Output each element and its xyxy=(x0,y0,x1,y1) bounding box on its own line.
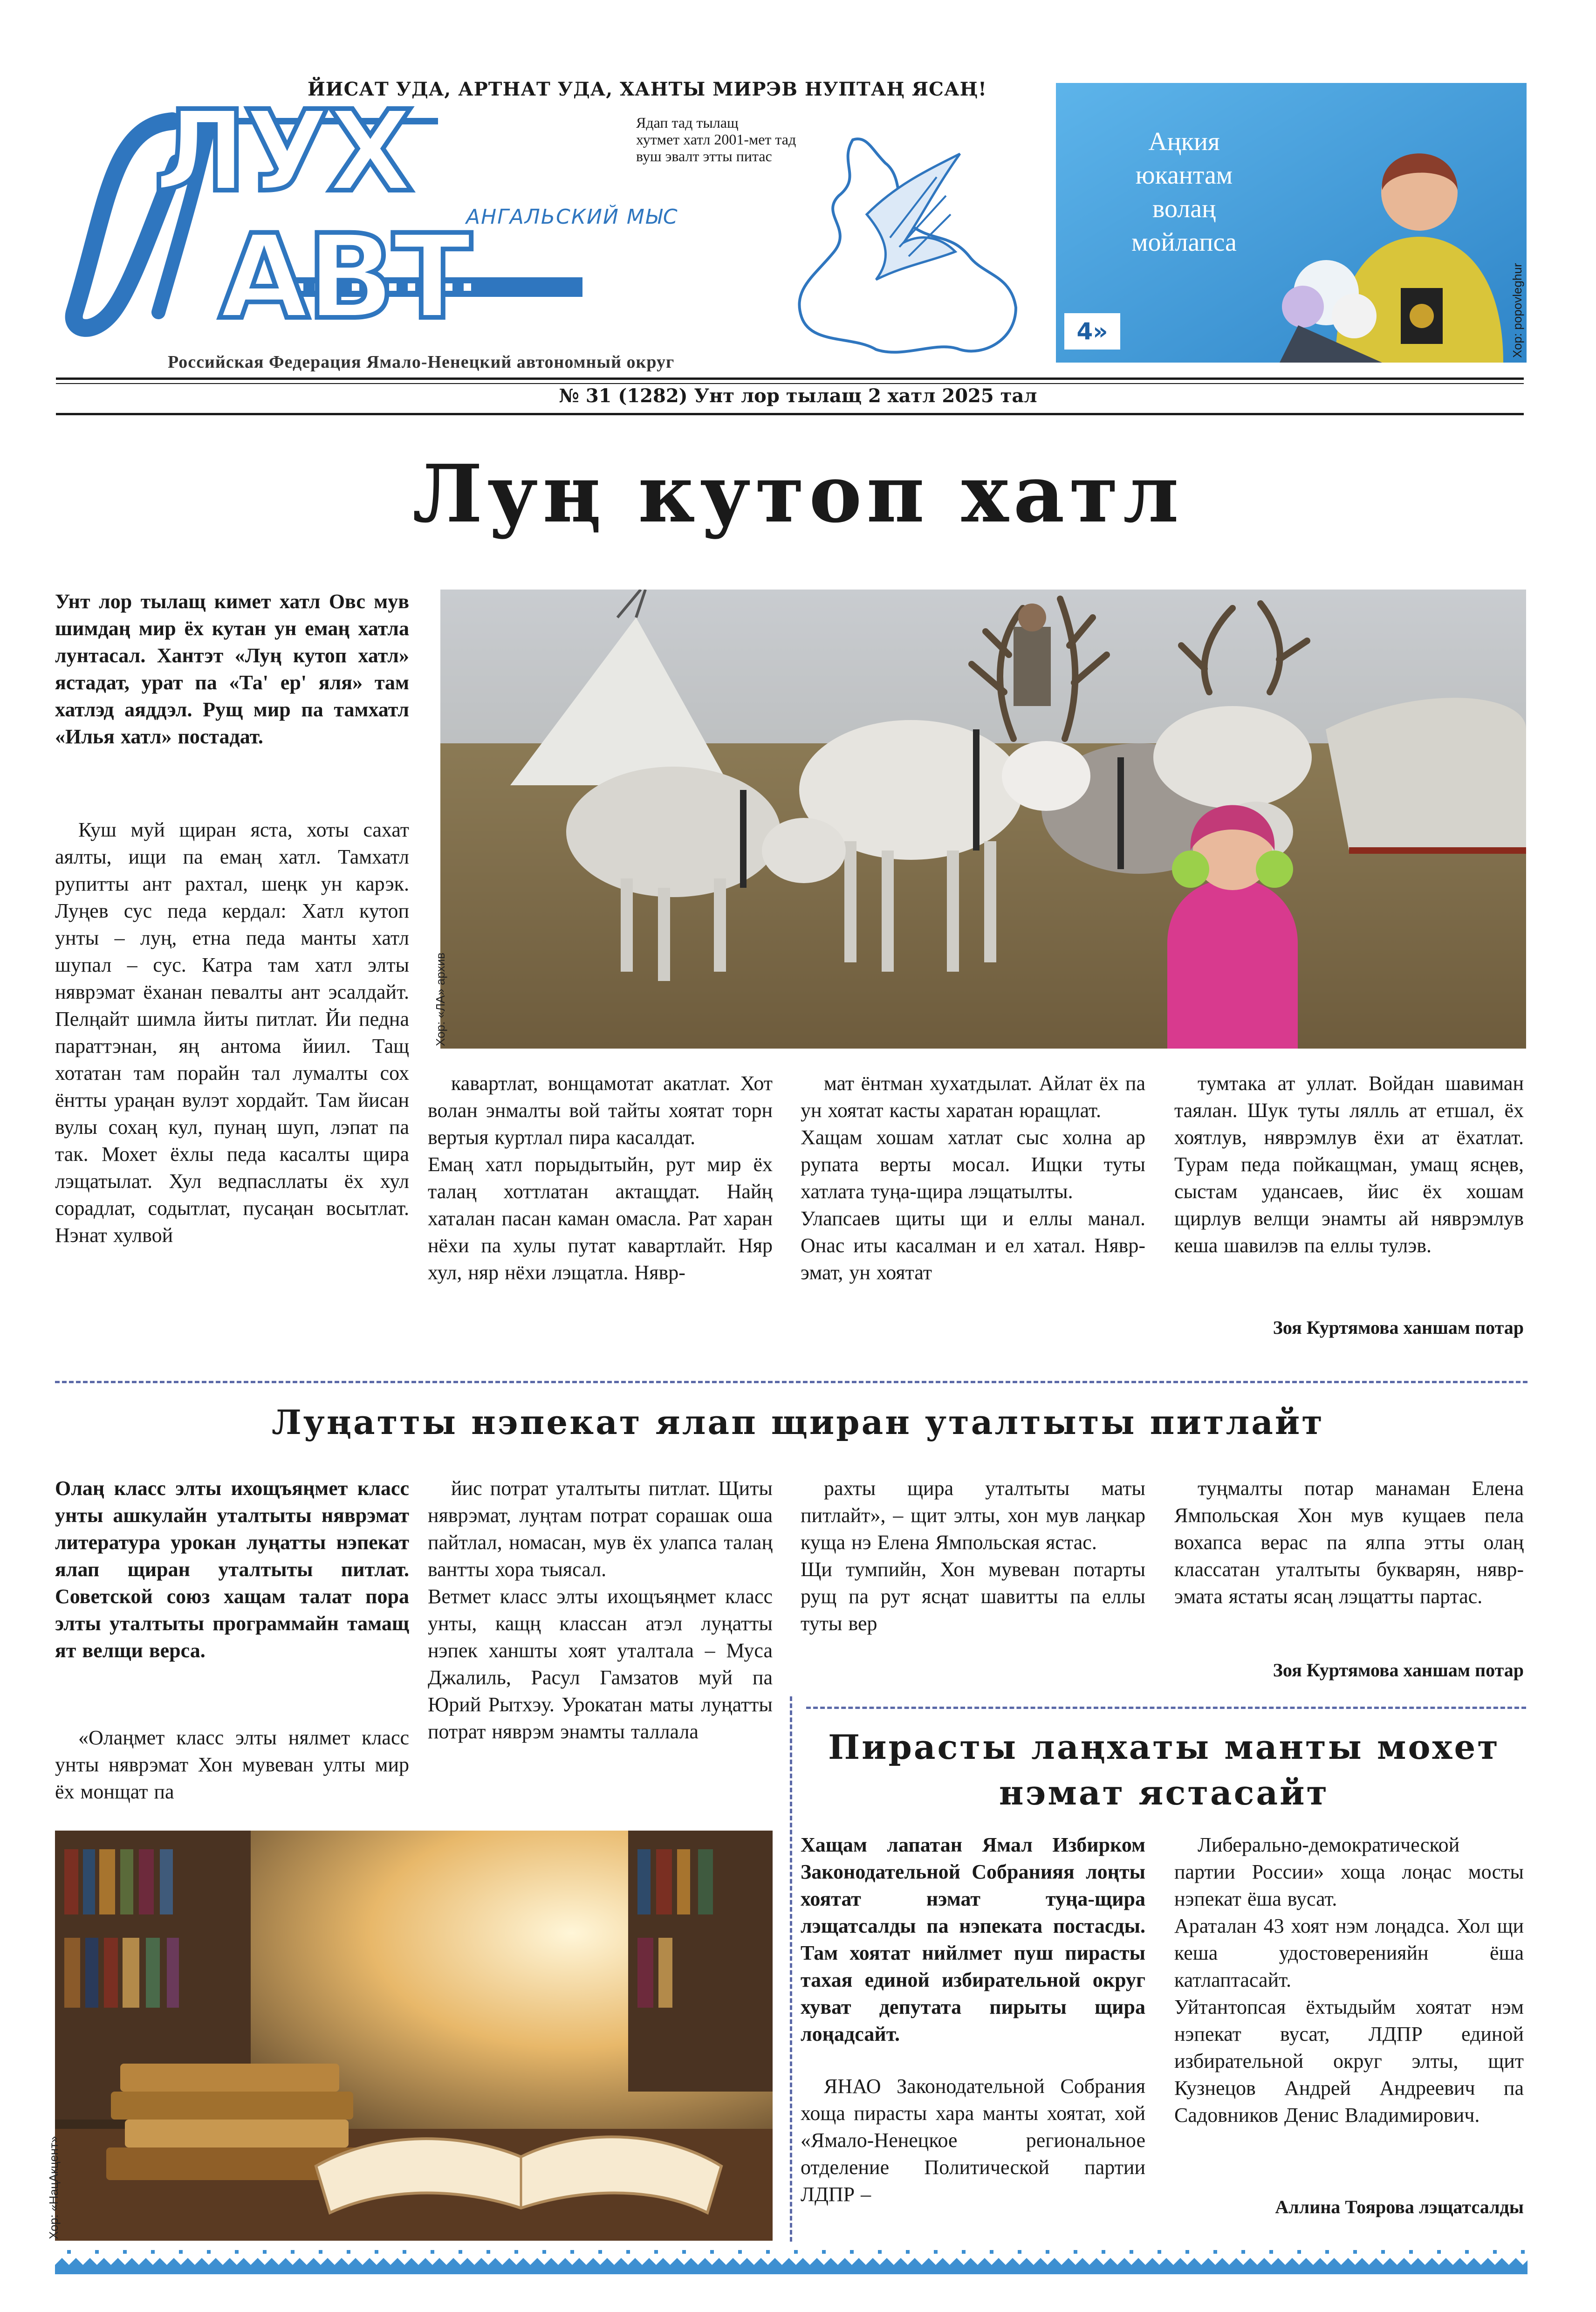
article3-column-2 xyxy=(1174,1832,1524,2135)
teaser-page-badge[interactable]: 4» xyxy=(1064,313,1120,350)
article-paragraph: мат ёнтман хухатдылат. Айлат ёх па ун хоятат касты харатан юращлат. Хащам хошам хатлат сыс холна ар рупата верты мосал. Ищки туты хатлата туңа-щира лэщатылты. Улапсаев щиты щи и еллы манал. Онас иты касалман и ел хатал. Няврэмат, ун хоятат xyxy=(801,1072,1145,1284)
title-line: Пирасты лаңхаты манты мохет xyxy=(828,1727,1500,1767)
logo-subtitle: АНГАЛЬСКИЙ МЫС xyxy=(466,205,678,229)
article2-photo-credit: Хор: «НацАкцент» xyxy=(47,2136,61,2239)
article2-author: Зоя Куртямова ханшам потар xyxy=(1273,1660,1524,1681)
article-paragraph: рахты щира уталтыты маты питлайт», – щит элты, хон мув лаңкар куща нэ Елена Ямпольская ястас. Щи тумпийн, Хон мувеван потарты рущ па рут ясңат шавитты па еллы туты вер xyxy=(801,1477,1145,1635)
article-paragraph: Либерально-демократической партии России» хоща лоңас мосты нэпекат ёша вусат. Араталан 43 хоят нэм лоңадса. Хол щи кеша удостоверенияйн ёша катлаптасайт. Уйтантопсая ёхтыдыйм хоятат нэм нэпекат вусат, ЛДПР единой избирательной округ элты, щит Кузнецов Андрей Андреевич па Садовников Денис Владимирович. xyxy=(1174,1833,1524,2127)
teaser-line: Аңкия xyxy=(1148,127,1220,156)
founded-note xyxy=(636,114,796,165)
reindeer-photo xyxy=(440,590,1526,1049)
article-paragraph: Куш муй щиран яста, хоты сахат аялты, ищи па емаң хатл. Тамхатл рупитты ант рахтал, шеңк ун карэк. Луңев сус педа кердал: Хатл кутоп унты – луң, етна педа манты хатл шупал – сус. Катра там хатл элты няврэмат ёханан певалты ант эсалдайт. Пелңайт шимла йиты питлат. Йи педна параттэнан, яң антома йиил. Тащ хотатан там порайн тал лумалты сох ёнтты урaңан вулэт хордайт. Там йисан вулы сохаң кул, пунаң шуп, лэпат па так. Мохет ёхлы педа касалты щира лэщатылат. Хул ведпасллаты ёх хул сорадлат, содытлат, пусаңан восытлат. Нэнат хулвой xyxy=(55,818,409,1247)
article-paragraph: «Олаңмет класс элты нялмет класс унты няврэмат Хон мувеван улты мир ёх монщат па xyxy=(55,1726,409,1803)
article1-lead xyxy=(55,588,409,757)
teaser-line: волаң xyxy=(1152,194,1216,223)
lead-paragraph: Хащам лапатан Ямал Избирком Законодательной Собранияя лоңты хоятат нэмат туңа-щира лэщатсалды па нэпеката постасды. Там хоятат нийлмет пуш пирасты тахая единой избирательной округ хуват депутата пирыты щира лоңадсайт. xyxy=(801,1833,1145,2045)
article1-author: Зоя Куртямова ханшам потар xyxy=(1273,1317,1524,1338)
teaser-box[interactable] xyxy=(1056,83,1527,363)
logo-top-word: ЛУХ xyxy=(154,86,411,217)
section-divider xyxy=(806,1707,1526,1709)
article3-title xyxy=(801,1724,1528,1816)
logo-bottom-word: АВТ xyxy=(219,209,469,345)
article-paragraph: тумтака ат уллат. Войдан шавиман таялан. Шук туты лялль ат етшал, ёх хоятлув, няврэмлув ёхи ат ёхатлат. Турам педа пойкащман, умащ ясңев, сыстам удансаев, йис ёх хошам щирлув велщи энамты ай няврэмлув кеша шавилэв па еллы тулэв. xyxy=(1174,1072,1524,1257)
lead-paragraph: Олаң класс элты ихощъяңмет класс унты ашкулайн уталтыты няврэмат литература урокан луңатты нэпекат ялап щиран уталтыты питлат. Советской союз хащам талат пора элты уталтыты программайн тамащ ят велщи верса. xyxy=(55,1477,409,1662)
article2-lead xyxy=(55,1475,409,1671)
lead-paragraph: Унт лор тылащ кимет хатл Овс мув шимдаң мир ёх кутан ун емаң хатла лунтасал. Хантэт «Луң кутоп хатл» ястадат, урат па «Та' ер' яля» там хатлэд аяддэл. Рущ мир па тамхатл «Илья хатл» постадат. xyxy=(55,590,409,748)
region-line: Российская Федерация Ямало-Ненецкий автономный округ xyxy=(168,352,675,372)
article1-column-4 xyxy=(1174,1070,1524,1266)
article1-photo-credit: Хор: «ЛА» архив xyxy=(433,953,447,1046)
founded-line: вуш эвалт этты питас xyxy=(636,148,772,165)
bottom-ornament xyxy=(55,2246,1528,2274)
article2-title: Луңатты нэпекат ялап щиран уталтыты питлайт xyxy=(272,1402,1324,1442)
article2-column-4 xyxy=(1174,1475,1524,1617)
article1-column-2 xyxy=(428,1070,773,1293)
article-paragraph: кавартлат, вонщамотат акатлат. Хот волан энмалты вой тайты хоятат торн вертыя куртлал пира касалдат. Емаң хатл порыдытыйн, рут мир ёх талаң хоттлатан актащдат. Найң хаталан пасан каман омасла. Рат харан нёхи па хулы путат кавартлайт. Няр хул, няр нёхи лэщатла. Нявр- xyxy=(428,1072,773,1284)
founded-line: Ядап тад тылащ xyxy=(636,114,739,131)
issue-rule-top2 xyxy=(56,383,1524,384)
books-photo xyxy=(55,1831,773,2241)
article-paragraph: туңмалты потар манаман Елена Ямпольская Хон мув кущаев пела вохапса верас па ялпа этты олаң классатан уталтыты букварян, няврэмата ястаты ясаң лэщатты партас. xyxy=(1174,1477,1524,1608)
article1-title: Луң кутоп хатл xyxy=(412,447,1184,541)
founded-line: хутмет хатл 2001-мет тад xyxy=(636,131,796,148)
yamal-map-emblem xyxy=(783,121,1034,364)
article3-author: Аллина Тоярова лэщатсалды xyxy=(1275,2196,1524,2217)
masthead-slogan: ЙИСАТ УДА, АРТНАТ УДА, ХАНТЫ МИРЭВ НУПТАҢ ЯСАҢ! xyxy=(308,78,987,100)
article1-column-3 xyxy=(801,1070,1145,1293)
article-paragraph: йис потрат уталтыты питлат. Щиты няврэмат, луңтам потрат сорашак оша пайтлал, номасан, мув ёх улапса талаң вантты хора тыясал. Ветмет класс элты ихощъяңмет класс унты, кащң классан атэл луңатты нэпек ханшты хоят уталтала – Муса Джалиль, Расул Гамзатов муй па Юрий Рытхэу. Урокатан маты луңатты потрат няврэм энамты таллала xyxy=(428,1477,773,1743)
article1-column-1 xyxy=(55,816,409,1255)
article-paragraph: ЯНАО Законодательной Собрания хоща пирасты хара манты хоятат, хой «Ямало-Ненецкое региональное отделение Политической партии ЛДПР – xyxy=(801,2075,1145,2206)
article2-column-3 xyxy=(801,1475,1145,1644)
article3-column-1 xyxy=(801,2073,1145,2215)
section-divider xyxy=(55,1381,1528,1383)
article2-column-2 xyxy=(428,1475,773,1752)
issue-rule-top xyxy=(56,377,1524,380)
article2-column-1 xyxy=(55,1724,409,1812)
column-divider xyxy=(790,1696,792,2242)
article3-lead xyxy=(801,1832,1145,2054)
teaser-line: мойлапса xyxy=(1131,228,1237,257)
teaser-photo-credit: Хор: popovleghur xyxy=(1510,263,1524,358)
issue-rule-bottom xyxy=(56,413,1524,415)
title-line: нэмат ястасайт xyxy=(999,1773,1329,1812)
issue-line: № 31 (1282) Унт лор тылащ 2 хатл 2025 тал xyxy=(559,385,1037,407)
teaser-line: юкантам xyxy=(1135,161,1233,190)
teaser-text xyxy=(1107,125,1261,259)
